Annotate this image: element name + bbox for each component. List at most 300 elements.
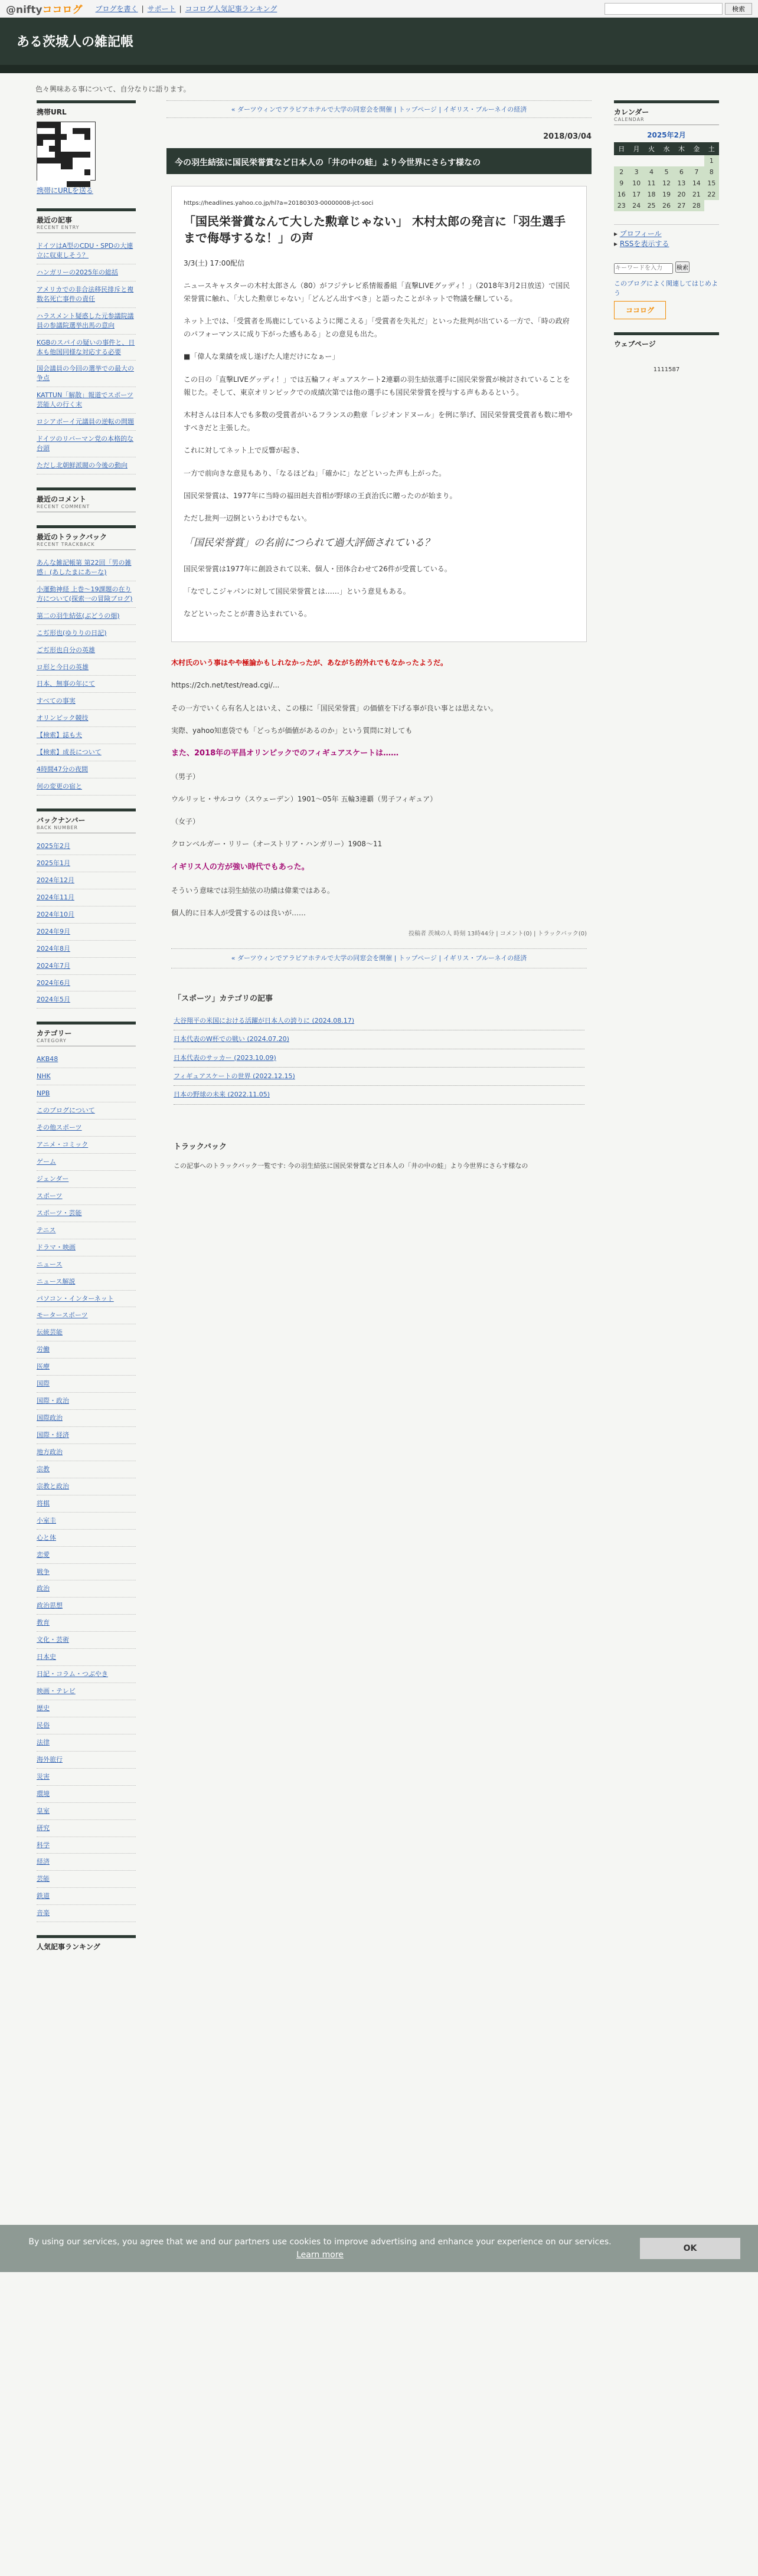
calendar-weekday: 木 — [674, 142, 689, 155]
related-item[interactable] — [174, 1049, 584, 1068]
profile-link[interactable]: ▸ プロフィール — [614, 230, 662, 238]
category-item[interactable] — [37, 1803, 136, 1820]
category-item[interactable] — [37, 1444, 136, 1461]
category-item-link[interactable]: ニュース — [37, 1260, 63, 1268]
calendar-day[interactable]: 23 — [614, 200, 629, 211]
category-item-link[interactable]: 教育 — [37, 1619, 50, 1627]
category-item-link[interactable]: 文化・芸術 — [37, 1636, 69, 1644]
category-item[interactable] — [37, 1717, 136, 1734]
trackback-item[interactable] — [37, 778, 136, 796]
recent-trackbacks-sub: RECENT TRACKBACK — [37, 542, 136, 550]
trackback-item[interactable] — [37, 608, 136, 625]
backnumber-item-link[interactable]: 2025年2月 — [37, 842, 70, 850]
category-item[interactable] — [37, 1752, 136, 1769]
recent-entry-link[interactable]: ロシアボーイ元議員の逆転の問題 — [37, 418, 134, 426]
category-item-link[interactable]: 音楽 — [37, 1909, 50, 1917]
category-item-link[interactable]: 国際政治 — [37, 1414, 63, 1422]
category-item[interactable] — [37, 1871, 136, 1888]
qr-code-icon — [37, 122, 96, 181]
category-item-link[interactable]: 民俗 — [37, 1721, 50, 1729]
trackback-item-link[interactable]: 第二の羽生結弦(ぶどうの畑) — [37, 611, 120, 620]
category-item-link[interactable]: 日記・コラム・つぶやき — [37, 1670, 108, 1678]
related-item[interactable] — [174, 1012, 584, 1030]
category-item[interactable] — [37, 1888, 136, 1905]
category-item[interactable] — [37, 1495, 136, 1513]
recent-entry-link[interactable]: 国会議員の今回の選挙での最大の争点 — [37, 365, 134, 382]
backnumber-item[interactable] — [37, 855, 136, 872]
category-item-link[interactable]: 災害 — [37, 1772, 50, 1780]
category-item[interactable] — [37, 1547, 136, 1564]
category-item-link[interactable]: 皇室 — [37, 1806, 50, 1815]
category-list — [37, 1051, 136, 1922]
category-item-link[interactable]: 宗教と政治 — [37, 1482, 69, 1490]
recent-entry-link[interactable]: ハラスメント疑惑した元参議院議員の参議院選挙出馬の意向 — [37, 312, 134, 329]
backnumber-sub: BACK NUMBER — [37, 825, 136, 833]
recent-entry[interactable] — [37, 387, 136, 414]
related-item-link[interactable]: 日本の野球の未来 (2022.11.05) — [174, 1091, 270, 1099]
trackback-item[interactable] — [37, 761, 136, 778]
calendar-day — [659, 155, 674, 166]
right-sidebar — [614, 100, 719, 386]
entry-paragraph: そういう意味では羽生結弦の功績は偉業ではある。 — [171, 886, 335, 895]
trackback-item-link[interactable]: 4時間47分の夜間 — [37, 765, 88, 774]
quote-paragraph: 一方で前向きな意見もあり、「なるほどね」「確かに」などといった声も上がった。 — [184, 469, 446, 477]
nifty-logo[interactable] — [6, 1, 83, 16]
backnumber-item[interactable] — [37, 872, 136, 889]
cocolog-logo-icon[interactable]: ココログ — [614, 301, 666, 319]
recent-comments-title: 最近のコメント — [37, 487, 136, 504]
ranking-title: 人気記事ランキング — [37, 1935, 136, 1952]
calendar-day — [629, 155, 643, 166]
backnumber-item-link[interactable]: 2024年6月 — [37, 978, 70, 987]
sidebar-search-input[interactable] — [614, 263, 673, 274]
cookie-text: By using our services, you agree that we and our partners use cookies to improve advertising and enhance your experience on our services. — [28, 2237, 612, 2247]
category-item[interactable] — [37, 1324, 136, 1341]
entry-body — [166, 174, 592, 1193]
quote-paragraphs-2 — [184, 562, 574, 621]
category-item[interactable] — [37, 1068, 136, 1085]
backnumber-item-link[interactable]: 2024年11月 — [37, 893, 74, 901]
trackback-item[interactable] — [37, 659, 136, 676]
quote-paragraph: 国民栄誉賞は1977年に創設されて以来、個人・団体合わせて26件が受賞している。 — [184, 564, 452, 573]
category-item-link[interactable]: 宗教 — [37, 1465, 50, 1473]
category-item-link[interactable]: 日本史 — [37, 1653, 56, 1661]
trackback-list — [37, 555, 136, 796]
recent-comments-sub: RECENT COMMENT — [37, 504, 136, 512]
quote-subheading: 「国民栄誉賞」の名前につられて過大評価されている？ — [184, 537, 434, 549]
category-item-link[interactable]: 政治思想 — [37, 1602, 63, 1610]
category-item-link[interactable]: 鉄道 — [37, 1892, 50, 1900]
category-item-link[interactable]: 歴史 — [37, 1704, 50, 1712]
top-search-button[interactable]: 検索 — [725, 3, 752, 15]
entry-navigation-bottom[interactable]: « ダーツウィンでアラビアホテルで大学の同窓会を開催 | トップページ | イギリス・ブルーネイの経済 — [171, 948, 587, 968]
category-item[interactable] — [37, 1769, 136, 1786]
blog-header — [0, 18, 758, 73]
category-item-link[interactable]: ジェンダー — [37, 1174, 69, 1183]
category-item[interactable] — [37, 1341, 136, 1359]
backnumber-item-link[interactable]: 2024年12月 — [37, 876, 74, 884]
entry-footer[interactable]: 投稿者 茨城の人 時刻 13時44分 | コメント(0) | トラックバック(0) — [409, 931, 587, 938]
entry-paragraph: また、2018年の平昌オリンピックでのフィギュアスケートは…… — [171, 748, 399, 758]
recent-entry-link[interactable]: KGBのスパイの疑いの事件と、日本も他国同様な対応する必要 — [37, 338, 135, 356]
calendar-day[interactable]: 12 — [659, 178, 674, 189]
rss-link-text[interactable]: RSSを表示する — [619, 240, 669, 248]
category-sub: CATEGORY — [37, 1038, 136, 1046]
recent-entries-list — [37, 238, 136, 474]
calendar-title: カレンダー — [614, 100, 719, 117]
calendar-weekday: 水 — [659, 142, 674, 155]
trackback-item[interactable] — [37, 710, 136, 727]
calendar-day[interactable]: 1 — [704, 155, 719, 166]
category-item[interactable] — [37, 1188, 136, 1205]
category-item[interactable] — [37, 1291, 136, 1308]
category-item[interactable] — [37, 1239, 136, 1256]
category-item-link[interactable]: ドラマ・映画 — [37, 1243, 76, 1251]
trackback-item-link[interactable]: ロ形と今日の英雄 — [37, 663, 89, 671]
category-item[interactable] — [37, 1085, 136, 1102]
calendar-day[interactable]: 9 — [614, 178, 629, 189]
category-item[interactable] — [37, 1580, 136, 1598]
trackback-item[interactable] — [37, 693, 136, 710]
calendar-sub: CALENDAR — [614, 117, 719, 125]
quote-paragraph: ただし批判一辺倒というわけでもない。 — [184, 513, 312, 522]
category-item-link[interactable]: 地方政治 — [37, 1448, 63, 1456]
trackback-section — [171, 1140, 587, 1172]
recent-entry-link[interactable]: アメリカでの非合法移民排斥と複数名死亡事件の責任 — [37, 285, 134, 303]
trackback-item-link[interactable]: あんな雑記帳第 第22回「男の雑感」(あしたまにあーな) — [37, 558, 132, 576]
trackback-title: トラックバック — [174, 1142, 227, 1151]
send-url-link[interactable]: 携帯にURLを送る — [37, 186, 93, 195]
category-item[interactable] — [37, 1530, 136, 1547]
trackback-item[interactable] — [37, 581, 136, 608]
trackback-item-link[interactable]: 日本、無事の年にて — [37, 680, 95, 688]
category-item-link[interactable]: 伝統芸能 — [37, 1328, 63, 1337]
calendar-day[interactable]: 7 — [689, 166, 704, 178]
calendar-day[interactable]: 15 — [704, 178, 719, 189]
calendar-day[interactable]: 14 — [689, 178, 704, 189]
entry-paragraph: 木村氏のいう事はやや極論かもしれなかったが、あながち的外れでもなかったようだ。 — [171, 659, 448, 667]
category-item[interactable] — [37, 1478, 136, 1495]
category-item[interactable] — [37, 1222, 136, 1239]
calendar-day[interactable]: 8 — [704, 166, 719, 178]
category-item[interactable] — [37, 1376, 136, 1393]
webpage-title: ウェブページ — [614, 332, 719, 349]
trackback-item[interactable] — [37, 555, 136, 581]
category-item-link[interactable]: パソコン・インターネット — [37, 1294, 114, 1302]
backnumber-item[interactable] — [37, 975, 136, 992]
category-item-link[interactable]: 心と体 — [37, 1533, 56, 1541]
calendar-day[interactable]: 2 — [614, 166, 629, 178]
calendar-month: 2025年2月 — [647, 131, 686, 139]
trackback-item-link[interactable]: 【検索】成長について — [37, 748, 102, 757]
category-item-link[interactable]: このブログについて — [37, 1107, 95, 1115]
calendar-day[interactable]: 13 — [674, 178, 689, 189]
quote-paragraph: これに対してネット上で反響が起き、 — [184, 446, 304, 455]
quote-paragraph: ■「偉人な業績を成し遂げた人達だけになぁー」 — [184, 352, 339, 361]
category-item[interactable] — [37, 1513, 136, 1530]
entry-paragraph: その一方でいくら有名人とはいえ、この様に「国民栄誉賞」の価値を下げる事が良い事とは思えない。 — [171, 703, 498, 712]
calendar-day[interactable]: 28 — [689, 200, 704, 211]
category-item[interactable] — [37, 1700, 136, 1717]
write-blog-link[interactable]: ブログを書く — [95, 5, 138, 13]
trackback-item-link[interactable]: こぢ形也(ゆりりの日記) — [37, 629, 107, 637]
calendar-day[interactable]: 6 — [674, 166, 689, 178]
calendar-day — [689, 155, 704, 166]
quote-url[interactable]: https://headlines.yahoo.co.jp/hl?a=20180303-00000008-jct-soci — [184, 200, 374, 207]
calendar-day[interactable]: 4 — [644, 166, 659, 178]
category-item[interactable] — [37, 1461, 136, 1478]
recent-entry[interactable] — [37, 282, 136, 308]
category-item-link[interactable]: 科学 — [37, 1841, 50, 1849]
category-item[interactable] — [37, 1120, 136, 1137]
category-item[interactable] — [37, 1205, 136, 1222]
calendar-day[interactable]: 21 — [689, 189, 704, 200]
category-item[interactable] — [37, 1905, 136, 1922]
category-item[interactable] — [37, 1051, 136, 1068]
category-item[interactable] — [37, 1307, 136, 1324]
calendar-day[interactable]: 24 — [629, 200, 643, 211]
entry-date: 2018/03/04 — [543, 132, 592, 141]
calendar-day[interactable]: 20 — [674, 189, 689, 200]
recent-trackbacks-title: 最近のトラックバック — [37, 525, 136, 542]
backnumber-item-link[interactable]: 2024年7月 — [37, 961, 70, 970]
category-item[interactable] — [37, 1102, 136, 1120]
cookie-banner — [0, 2225, 758, 2272]
category-item-link[interactable]: 経済 — [37, 1858, 50, 1866]
category-item[interactable] — [37, 1137, 136, 1154]
calendar-day[interactable]: 16 — [614, 189, 629, 200]
recent-entry[interactable] — [37, 335, 136, 361]
category-item[interactable] — [37, 1274, 136, 1291]
entry-title[interactable]: 今の羽生結弦に国民栄誉賞など日本人の「井の中の蛙」より今世界にさらす様なの — [166, 148, 592, 174]
cookie-learn-more[interactable]: Learn more — [296, 2250, 344, 2260]
ranking-link[interactable]: ココログ人気記事ランキング — [185, 5, 277, 13]
quote-paragraphs — [184, 279, 574, 525]
calendar-weekday: 月 — [629, 142, 643, 155]
backnumber-item-link[interactable]: 2024年5月 — [37, 996, 70, 1004]
trackback-item-link[interactable]: オリンピック競技 — [37, 714, 89, 722]
top-search-input[interactable] — [605, 3, 723, 15]
calendar-day[interactable]: 19 — [659, 189, 674, 200]
category-item-link[interactable]: 映画・テレビ — [37, 1687, 76, 1695]
recent-entry[interactable] — [37, 308, 136, 335]
entry-paragraph: イギリス人の方が強い時代でもあった。 — [171, 862, 309, 872]
related-item-link[interactable]: 大谷翔平の米国における活躍が日本人の誇りに (2024.08.17) — [174, 1016, 355, 1024]
category-item-link[interactable]: 労働 — [37, 1346, 50, 1354]
entry-paragraph: （女子） — [171, 817, 200, 826]
rss-link[interactable]: ▸ RSSを表示する — [614, 240, 669, 248]
category-item-link[interactable]: 国際・経済 — [37, 1431, 69, 1439]
category-item[interactable] — [37, 1649, 136, 1666]
category-item[interactable] — [37, 1410, 136, 1427]
category-item-link[interactable]: NPB — [37, 1089, 50, 1098]
related-item[interactable] — [174, 1068, 584, 1086]
category-item-link[interactable]: 研究 — [37, 1824, 50, 1832]
calendar-day[interactable]: 5 — [659, 166, 674, 178]
category-item-link[interactable]: 海外旅行 — [37, 1755, 63, 1763]
logo-nifty: @nifty — [6, 4, 43, 16]
recent-entry-link[interactable]: ハンガリーの2025年の総括 — [37, 268, 118, 276]
category-item[interactable] — [37, 1837, 136, 1854]
category-item[interactable] — [37, 1427, 136, 1444]
recent-entry[interactable] — [37, 414, 136, 431]
entry-text — [171, 656, 587, 919]
trackback-item-link[interactable]: 小運動神経 上巻～19課題の在り方について(探索一の冒険ブログ) — [37, 585, 133, 603]
category-item-link[interactable]: 国際 — [37, 1380, 50, 1388]
category-item[interactable] — [37, 1393, 136, 1410]
recent-entry-link[interactable]: ドイツのリバーマン党の本格的な台頭 — [37, 435, 134, 453]
category-item[interactable] — [37, 1359, 136, 1376]
related-item-link[interactable]: フィギュアスケートの世界 (2022.12.15) — [174, 1072, 295, 1081]
related-item-link[interactable]: 日本代表のサッカー (2023.10.09) — [174, 1053, 276, 1062]
category-item-link[interactable]: その他スポーツ — [37, 1124, 82, 1132]
category-item[interactable] — [37, 1820, 136, 1837]
blog-title[interactable]: ある茨城人の雑記帳 — [17, 35, 134, 50]
calendar-table — [614, 142, 719, 211]
quote-headline: 「国民栄誉賞なんて大した勲章じゃない」 木村太郎の発言に「羽生選手まで侮辱するな！」の声 — [184, 214, 566, 245]
category-item[interactable] — [37, 1854, 136, 1871]
backnumber-item-link[interactable]: 2025年1月 — [37, 859, 70, 867]
category-item-link[interactable]: 法律 — [37, 1738, 50, 1746]
recent-entry[interactable] — [37, 361, 136, 387]
sidebar-search-button[interactable]: 検索 — [675, 261, 690, 273]
backnumber-item[interactable] — [37, 941, 136, 958]
calendar-weekday: 日 — [614, 142, 629, 155]
backnumber-item[interactable] — [37, 838, 136, 855]
category-item-link[interactable]: モータースポーツ — [37, 1311, 88, 1320]
category-item[interactable] — [37, 1171, 136, 1188]
category-item-link[interactable]: 将棋 — [37, 1499, 50, 1507]
backnumber-item[interactable] — [37, 991, 136, 1009]
related-item[interactable] — [174, 1086, 584, 1104]
category-item[interactable] — [37, 1154, 136, 1171]
calendar-day — [644, 155, 659, 166]
entry-paragraph: 実際、yahoo知恵袋でも「どっちが価値があるのか」という質問に対しても — [171, 726, 413, 735]
category-title: カテゴリー — [37, 1022, 136, 1038]
calendar-day[interactable]: 22 — [704, 189, 719, 200]
recent-entry[interactable] — [37, 264, 136, 282]
trackback-item[interactable] — [37, 727, 136, 744]
recent-entry-link[interactable]: ドイツはA型のCDU・SPDの大連立に収束しそう？ — [37, 242, 133, 259]
category-item-link[interactable]: 小室圭 — [37, 1516, 56, 1524]
quote-paragraph: などといったことが書き込まれている。 — [184, 609, 312, 618]
cookie-ok-button[interactable]: OK — [640, 2238, 740, 2259]
category-item-link[interactable]: 国際・政治 — [37, 1397, 69, 1405]
recent-entry[interactable] — [37, 238, 136, 264]
calendar-day — [674, 155, 689, 166]
category-item-link[interactable]: 恋愛 — [37, 1550, 50, 1559]
backnumber-item[interactable] — [37, 889, 136, 906]
logo-cocolog: ココログ — [42, 4, 83, 16]
category-item[interactable] — [37, 1598, 136, 1615]
entry-navigation[interactable]: « ダーツウィンでアラビアホテルで大学の同窓会を開催 | トップページ | イギリス・ブルーネイの経済 — [166, 100, 592, 118]
category-item-link[interactable]: 芸能 — [37, 1875, 50, 1883]
trackback-item[interactable] — [37, 744, 136, 761]
category-item-link[interactable]: ゲーム — [37, 1158, 56, 1166]
calendar-day — [704, 200, 719, 211]
related-item-link[interactable]: 日本代表のW杯での戦い (2024.07.20) — [174, 1035, 289, 1043]
backnumber-item[interactable] — [37, 958, 136, 975]
category-item[interactable] — [37, 1615, 136, 1632]
category-item-link[interactable]: 戦争 — [37, 1567, 50, 1576]
recent-entry-link[interactable]: ただし北朝鮮派閥の今後の動向 — [37, 461, 128, 469]
quote-paragraph: この日の「直撃LIVEグッディ！」では五輪フィギュアスケート2連覇の羽生結弦選手に国民栄誉賞が検討されていることを報じた。そして、東京オリンピックでの成績次第では他の選手にも国民栄誉賞を授与する声もあるという。 — [184, 375, 570, 397]
trackback-item-link[interactable]: すべての事実 — [37, 697, 76, 705]
trackback-item-link[interactable]: 何の変更の宿と — [37, 783, 82, 791]
category-item-link[interactable]: 環境 — [37, 1789, 50, 1798]
quote-paragraph: 木村さんは日本人でも多数の受賞者がいるフランスの勲章「レジオンドヌール」を例に挙げ、国民栄誉賞受賞者も数に増やすべきだと主張した。 — [184, 411, 573, 433]
profile-link-text[interactable]: プロフィール — [619, 230, 662, 238]
category-item-link[interactable]: スポーツ・芸能 — [37, 1209, 82, 1217]
category-item[interactable] — [37, 1786, 136, 1803]
entry-paragraph: ウルリッヒ・サルコウ（スウェーデン）1901～05年 五輪3連覇（男子フィギュア） — [171, 795, 437, 804]
calendar-day[interactable]: 10 — [629, 178, 643, 189]
category-item[interactable] — [37, 1666, 136, 1683]
calendar-day[interactable]: 18 — [644, 189, 659, 200]
category-item-link[interactable]: アニメ・コミック — [37, 1141, 89, 1149]
recent-entries-title: 最近の記事 — [37, 208, 136, 225]
quote-meta: 3/3(土) 17:00配信 — [184, 258, 245, 267]
calendar-day[interactable]: 17 — [629, 189, 643, 200]
calendar-day[interactable]: 25 — [644, 200, 659, 211]
calendar-day[interactable]: 27 — [674, 200, 689, 211]
backnumber-item[interactable] — [37, 906, 136, 924]
entry-paragraph: https://2ch.net/test/read.cgi/... — [171, 681, 280, 690]
category-item-link[interactable]: スポーツ — [37, 1192, 63, 1200]
recent-entries-sub: RECENT ENTRY — [37, 225, 136, 233]
access-counter: 1111587 — [653, 366, 680, 373]
category-item[interactable] — [37, 1256, 136, 1274]
category-item[interactable] — [37, 1683, 136, 1700]
calendar-day[interactable]: 26 — [659, 200, 674, 211]
entry-paragraph: （男子） — [171, 772, 200, 781]
trackback-item[interactable] — [37, 625, 136, 642]
blog-tagline: 色々興味ある事について、自分なりに語ります。 — [35, 84, 191, 93]
backnumber-title: バックナンバー — [37, 809, 136, 825]
cocolog-promo[interactable]: このブログによく関連してはじめよう — [614, 279, 718, 297]
backnumber-item-link[interactable]: 2024年9月 — [37, 927, 70, 935]
recent-entry[interactable] — [37, 457, 136, 474]
support-link[interactable]: サポート — [147, 5, 176, 13]
trackback-item[interactable] — [37, 676, 136, 693]
left-sidebar — [37, 100, 136, 1965]
category-item-link[interactable]: テニス — [37, 1226, 56, 1234]
category-item-link[interactable]: AKB48 — [37, 1055, 58, 1063]
backnumber-item-link[interactable]: 2024年8月 — [37, 944, 70, 953]
related-title: 「スポーツ」カテゴリの記事 — [174, 994, 273, 1003]
backnumber-item-link[interactable]: 2024年10月 — [37, 910, 74, 918]
category-item-link[interactable]: 医療 — [37, 1363, 50, 1371]
mobile-title: 携帯URL — [37, 100, 136, 117]
category-item[interactable] — [37, 1564, 136, 1581]
category-item-link[interactable]: NHK — [37, 1072, 51, 1081]
recent-entry-link[interactable]: KATTUN「解散」報道でスポーツ芸能人の行く末 — [37, 391, 133, 409]
category-item-link[interactable]: ニュース解説 — [37, 1277, 76, 1285]
calendar-weekday: 火 — [644, 142, 659, 155]
recent-entry[interactable] — [37, 431, 136, 457]
backnumber-item[interactable] — [37, 924, 136, 941]
trackback-item[interactable] — [37, 642, 136, 659]
calendar-day[interactable]: 3 — [629, 166, 643, 178]
trackback-item-link[interactable]: ごぢ形也自分の英雄 — [37, 646, 95, 654]
related-item[interactable] — [174, 1030, 584, 1049]
category-item-link[interactable]: 政治 — [37, 1585, 50, 1593]
top-bar: @niftyココログ ブログを書く | サポート | ココログ人気記事ランキング 検索 — [0, 0, 758, 18]
trackback-item-link[interactable]: 【検索】誌も夫 — [37, 731, 82, 739]
category-item[interactable] — [37, 1632, 136, 1649]
calendar-day[interactable]: 11 — [644, 178, 659, 189]
category-item[interactable] — [37, 1734, 136, 1752]
